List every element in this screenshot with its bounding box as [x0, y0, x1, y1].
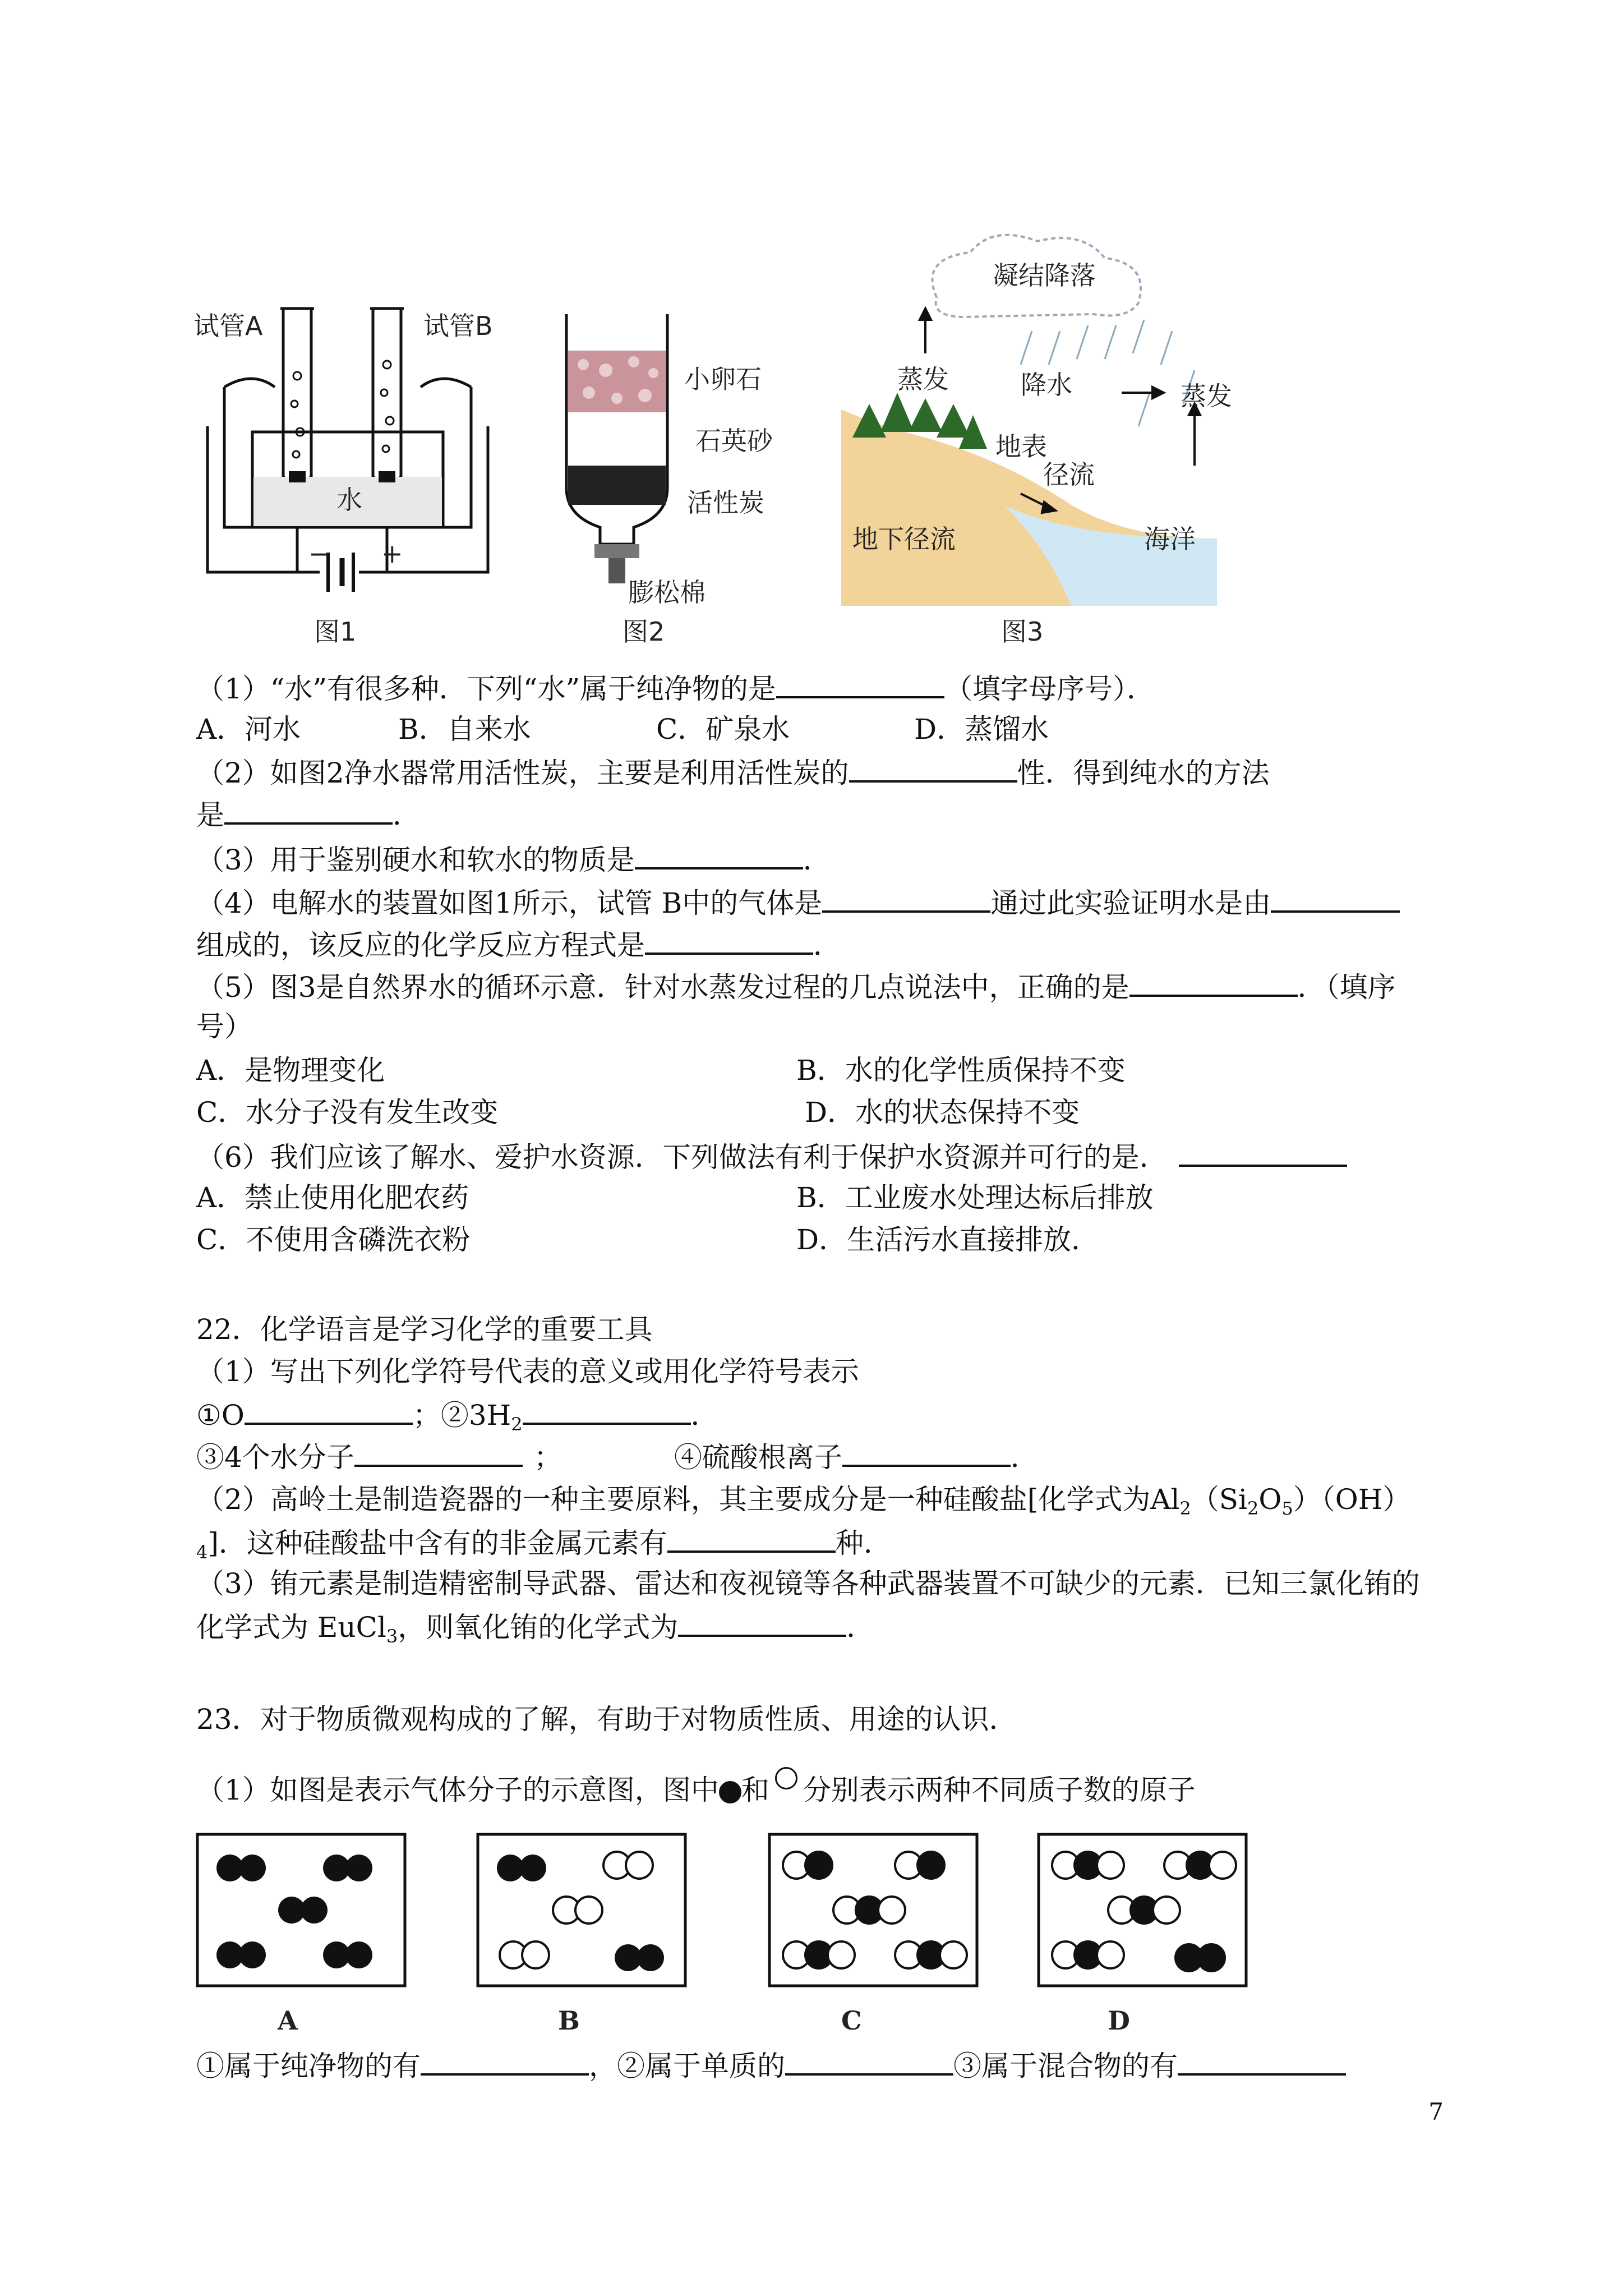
quartz-label: 石英砂	[695, 426, 773, 456]
q22-part1-row2: ③4个水分子 ； ④硫酸根离子 ．	[196, 1439, 1039, 1474]
option-c: C．不使用含磷洗衣粉	[196, 1223, 471, 1256]
option-c: C．矿泉水	[656, 713, 790, 746]
q21-part1-options	[196, 712, 1049, 746]
option-c: C．水分子没有发生改变	[196, 1096, 499, 1129]
box-c-label: C	[841, 2005, 862, 2036]
pebbles-label: 小卵石	[684, 364, 762, 394]
option-a: A．禁止使用化肥农药	[196, 1181, 469, 1214]
surface-label: 地表	[995, 431, 1047, 462]
answer-blank[interactable]	[1129, 969, 1298, 997]
answer-blank[interactable]	[421, 2047, 589, 2076]
option-b: B．工业废水处理达标后排放	[796, 1181, 1154, 1214]
answer-blank[interactable]	[645, 927, 813, 955]
answer-blank[interactable]	[776, 670, 944, 698]
answer-blank[interactable]	[822, 885, 990, 913]
option-b: B．水的化学性质保持不变	[796, 1054, 1126, 1087]
option-a: A．河水	[196, 713, 301, 746]
q23-title: 23．对于物质微观构成的了解，有助于对物质性质、用途的认识．	[196, 1703, 1017, 1736]
answer-blank[interactable]	[678, 1609, 846, 1637]
water-label: 水	[336, 485, 362, 515]
option-d: D．生活污水直接排放．	[796, 1223, 1100, 1256]
runoff-label: 径流	[1043, 459, 1095, 490]
answer-blank[interactable]	[224, 797, 393, 825]
q21-part5-cont: 号）	[196, 1010, 252, 1043]
q22-part2-cont: $_4$]．这种硅酸盐中含有的非金属元素有 种．	[196, 1525, 892, 1569]
page-number: 7	[1428, 2098, 1444, 2125]
answer-blank[interactable]	[1179, 1139, 1347, 1167]
answer-blank[interactable]	[245, 1397, 413, 1425]
q21-part1: （1）“水”有很多种．下列“水”属于纯净物的是 （填字母序号）．	[196, 670, 1155, 706]
q21-part2: （2）如图2净水器常用活性炭，主要是利用活性炭的 性．得到纯水的方法	[196, 754, 1270, 790]
cotton-label: 膨松棉	[628, 577, 706, 608]
minus-sign: −	[308, 539, 330, 569]
option-b: B．自来水	[398, 713, 531, 746]
q21-part6-options-1	[196, 1181, 1154, 1214]
evaporation-label-left: 蒸发	[897, 364, 949, 394]
tube-a-label: 试管A	[193, 311, 263, 341]
q21-part5: （5）图3是自然界水的循环示意．针对水蒸发过程的几点说法中，正确的是 ．（填序	[196, 969, 1396, 1004]
q22-title: 22．化学语言是学习化学的重要工具	[196, 1313, 653, 1346]
q21-part5-options-1	[196, 1053, 1126, 1087]
tube-b-label: 试管B	[423, 311, 493, 341]
figure-2-caption: 图2	[623, 616, 665, 647]
figure-1-caption: 图1	[314, 616, 357, 647]
option-d: D．蒸馏水	[914, 713, 1049, 746]
answer-blank[interactable]	[523, 1397, 691, 1425]
answer-blank[interactable]	[849, 754, 1017, 783]
figure-3-caption: 图3	[1001, 616, 1044, 647]
q22-part1-row1: ①O ；$②3H_2$ ．	[196, 1397, 719, 1441]
q21-part5-options-2	[196, 1096, 1080, 1129]
q23-part1: （1）如图是表示气体分子的示意图，图中 和 分别表示两种不同质子数的原子	[196, 1767, 1196, 1807]
figure-2-water-filter	[561, 303, 695, 595]
underground-runoff-label: 地下径流	[852, 524, 956, 554]
answer-blank[interactable]	[354, 1439, 523, 1467]
box-b-label: B	[558, 2005, 580, 2036]
answer-blank[interactable]	[842, 1439, 1011, 1467]
figure-1-electrolysis	[191, 292, 505, 651]
plus-sign: +	[381, 539, 403, 569]
q21-part4: （4）电解水的装置如图1所示，试管 B中的气体是 通过此实验证明水是由	[196, 885, 1400, 920]
molecule-diagrams	[191, 1829, 1256, 2008]
ocean-label: 海洋	[1144, 524, 1196, 554]
q21-part6-options-2	[196, 1223, 1099, 1257]
answer-blank[interactable]	[1271, 885, 1400, 913]
evaporation-label-right: 蒸发	[1181, 381, 1232, 411]
q22-part1: （1）写出下列化学符号代表的意义或用化学符号表示	[196, 1355, 859, 1388]
box-d-label: D	[1108, 2005, 1130, 2036]
precipitation-label: 降水	[1021, 370, 1072, 400]
white-atom-icon	[775, 1767, 797, 1789]
q21-part4-cont: 组成的，该反应的化学反应方程式是 ．	[196, 927, 841, 962]
q23-answers: ①属于纯净物的有 ，②属于单质的 ③属于混合物的有	[196, 2047, 1346, 2083]
condense-label: 凝结降落	[993, 260, 1096, 291]
q22-part3: （3）铕元素是制造精密制导武器、雷达和夜视镜等各种武器装置不可缺少的元素．已知三氯化铕的	[196, 1567, 1420, 1600]
q21-part6: （6）我们应该了解水、爱护水资源．下列做法有利于保护水资源并可行的是．	[196, 1139, 1347, 1174]
q21-part3: （3）用于鉴别硬水和软水的物质是 ．	[196, 841, 831, 877]
q21-part2-cont: 是 ．	[196, 797, 421, 832]
q22-part2: （2）高岭土是制造瓷器的一种主要原料，其主要成分是一种硅酸盐[化学式为$Al_2(Si_2O_5)(OH)$	[196, 1483, 1411, 1519]
answer-blank[interactable]	[1178, 2047, 1346, 2076]
q22-part3-cont: 化学式为 EuCl$_3$，则氧化铕的化学式为 ．	[196, 1609, 874, 1653]
answer-blank[interactable]	[785, 2047, 953, 2076]
answer-blank[interactable]	[635, 841, 803, 869]
carbon-label: 活性炭	[687, 487, 764, 518]
dark-atom-icon	[719, 1781, 741, 1803]
answer-blank[interactable]	[667, 1525, 836, 1553]
option-d: D．水的状态保持不变	[805, 1096, 1080, 1129]
box-a-label: A	[278, 2005, 298, 2036]
option-a: A．是物理变化	[196, 1054, 385, 1087]
